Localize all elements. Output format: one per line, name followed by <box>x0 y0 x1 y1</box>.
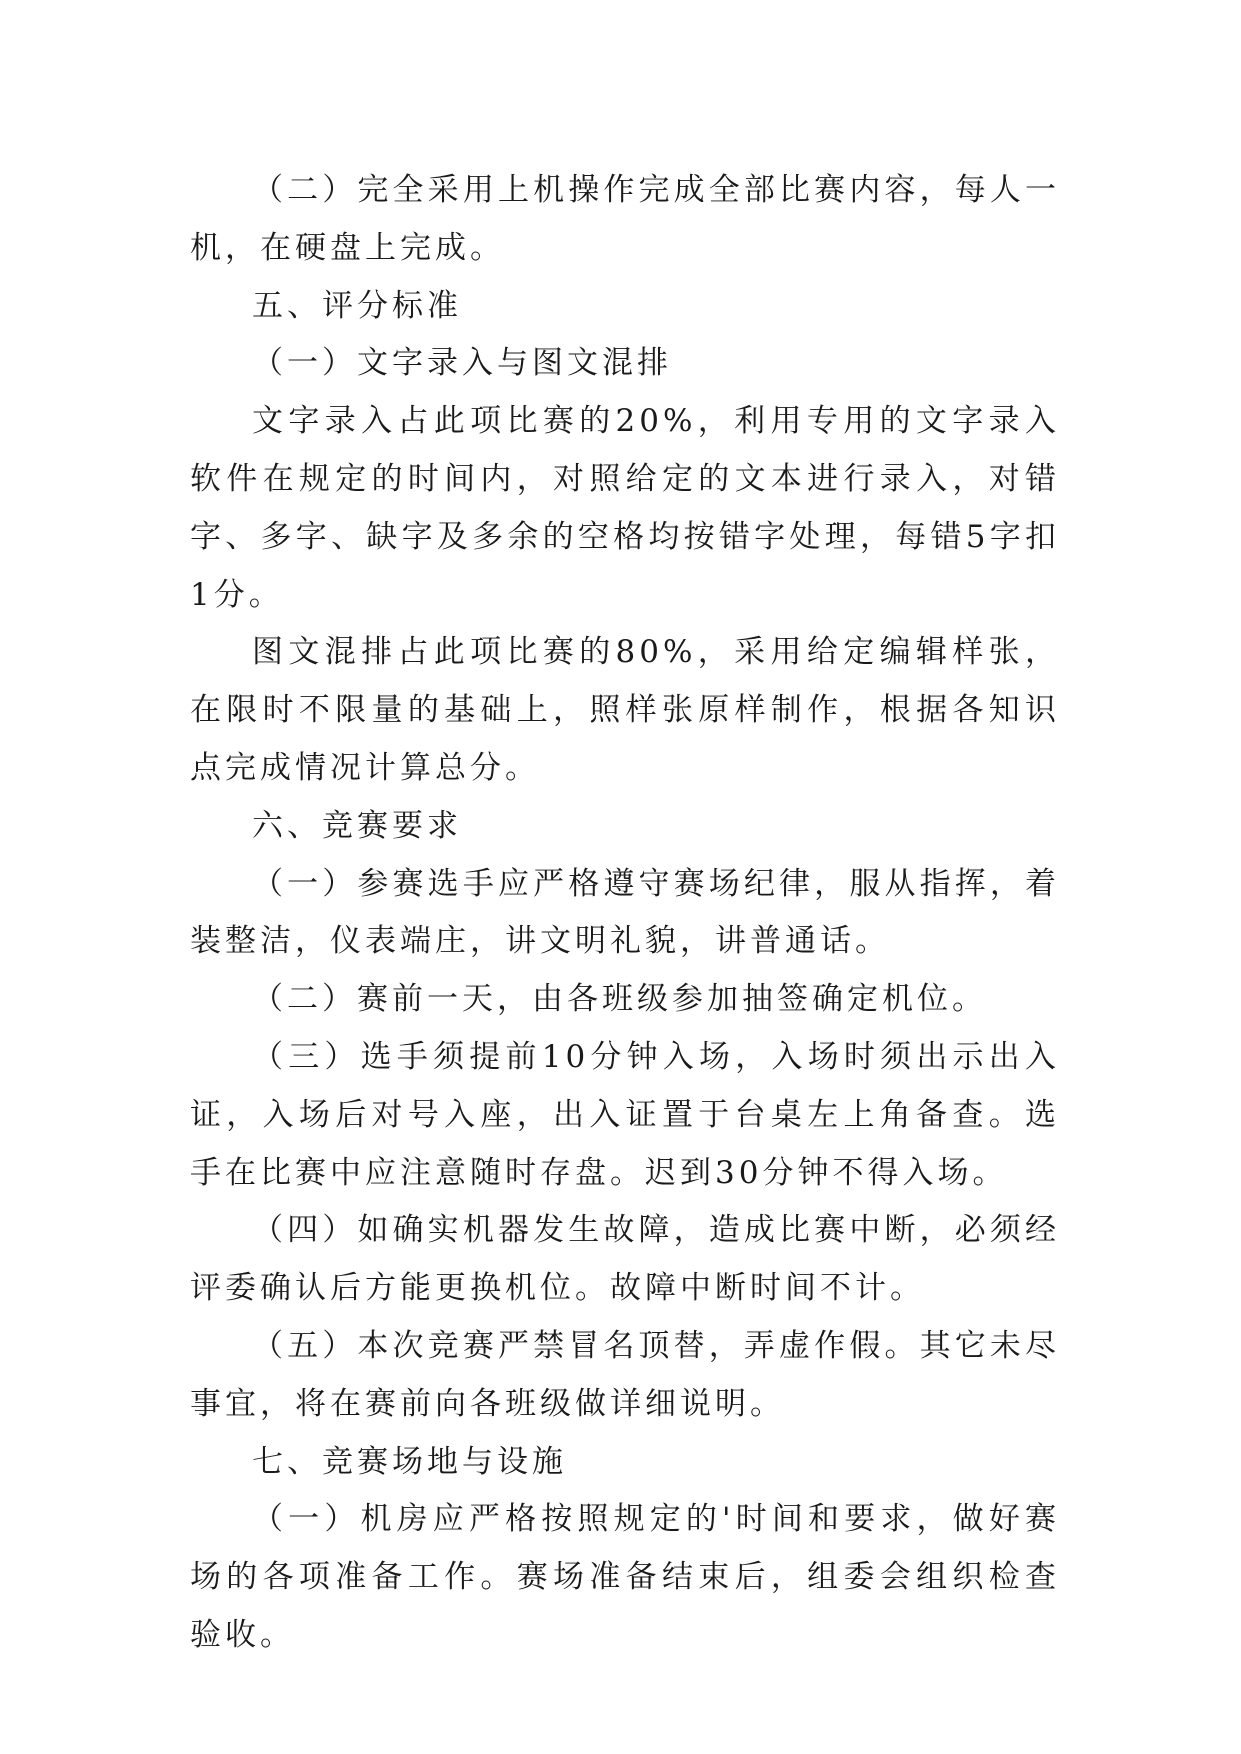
paragraph-requirement-3: （三）选手须提前10分钟入场，入场时须出示出入证，入场后对号入座，出入证置于台桌左上角备查。选手在比赛中应注意随时存盘。迟到30分钟不得入场。 <box>190 1038 1060 1191</box>
paragraph-requirement-1: （一）参赛选手应严格遵守赛场纪律，服从指挥，着装整洁，仪表端庄，讲文明礼貌，讲普通话。 <box>190 865 1060 960</box>
paragraph-exam-format: （二）完全采用上机操作完成全部比赛内容，每人一机，在硬盘上完成。 <box>190 172 1060 266</box>
paragraph-requirement-5: （五）本次竞赛严禁冒名顶替，弄虚作假。其它未尽事宜，将在赛前向各班级做详细说明。 <box>190 1327 1060 1422</box>
document-body <box>190 162 1060 1665</box>
paragraph-layout: 图文混排占此项比赛的80%，采用给定编辑样张，在限时不限量的基础上，照样张原样制作，根据各知识点完成情况计算总分。 <box>190 634 1060 786</box>
subheading-text-entry-layout: （一）文字录入与图文混排 <box>252 345 672 382</box>
section-heading-scoring: 五、评分标准 <box>252 287 462 324</box>
section-heading-requirements: 六、竞赛要求 <box>252 807 462 844</box>
paragraph-venue-1: （一）机房应严格按照规定的'时间和要求，做好赛场的各项准备工作。赛场准备结束后，组委会组织检查验收。 <box>190 1501 1060 1653</box>
paragraph-text-entry: 文字录入占此项比赛的20%，利用专用的文字录入软件在规定的时间内，对照给定的文本进行录入，对错字、多字、缺字及多余的空格均按错字处理，每错5字扣1分。 <box>190 403 1060 613</box>
paragraph-requirement-2: （二）赛前一天，由各班级参加抽签确定机位。 <box>252 981 987 1018</box>
section-heading-venue: 七、竞赛场地与设施 <box>252 1443 567 1480</box>
paragraph-requirement-4: （四）如确实机器发生故障，造成比赛中断，必须经评委确认后方能更换机位。故障中断时间不计。 <box>190 1212 1060 1307</box>
